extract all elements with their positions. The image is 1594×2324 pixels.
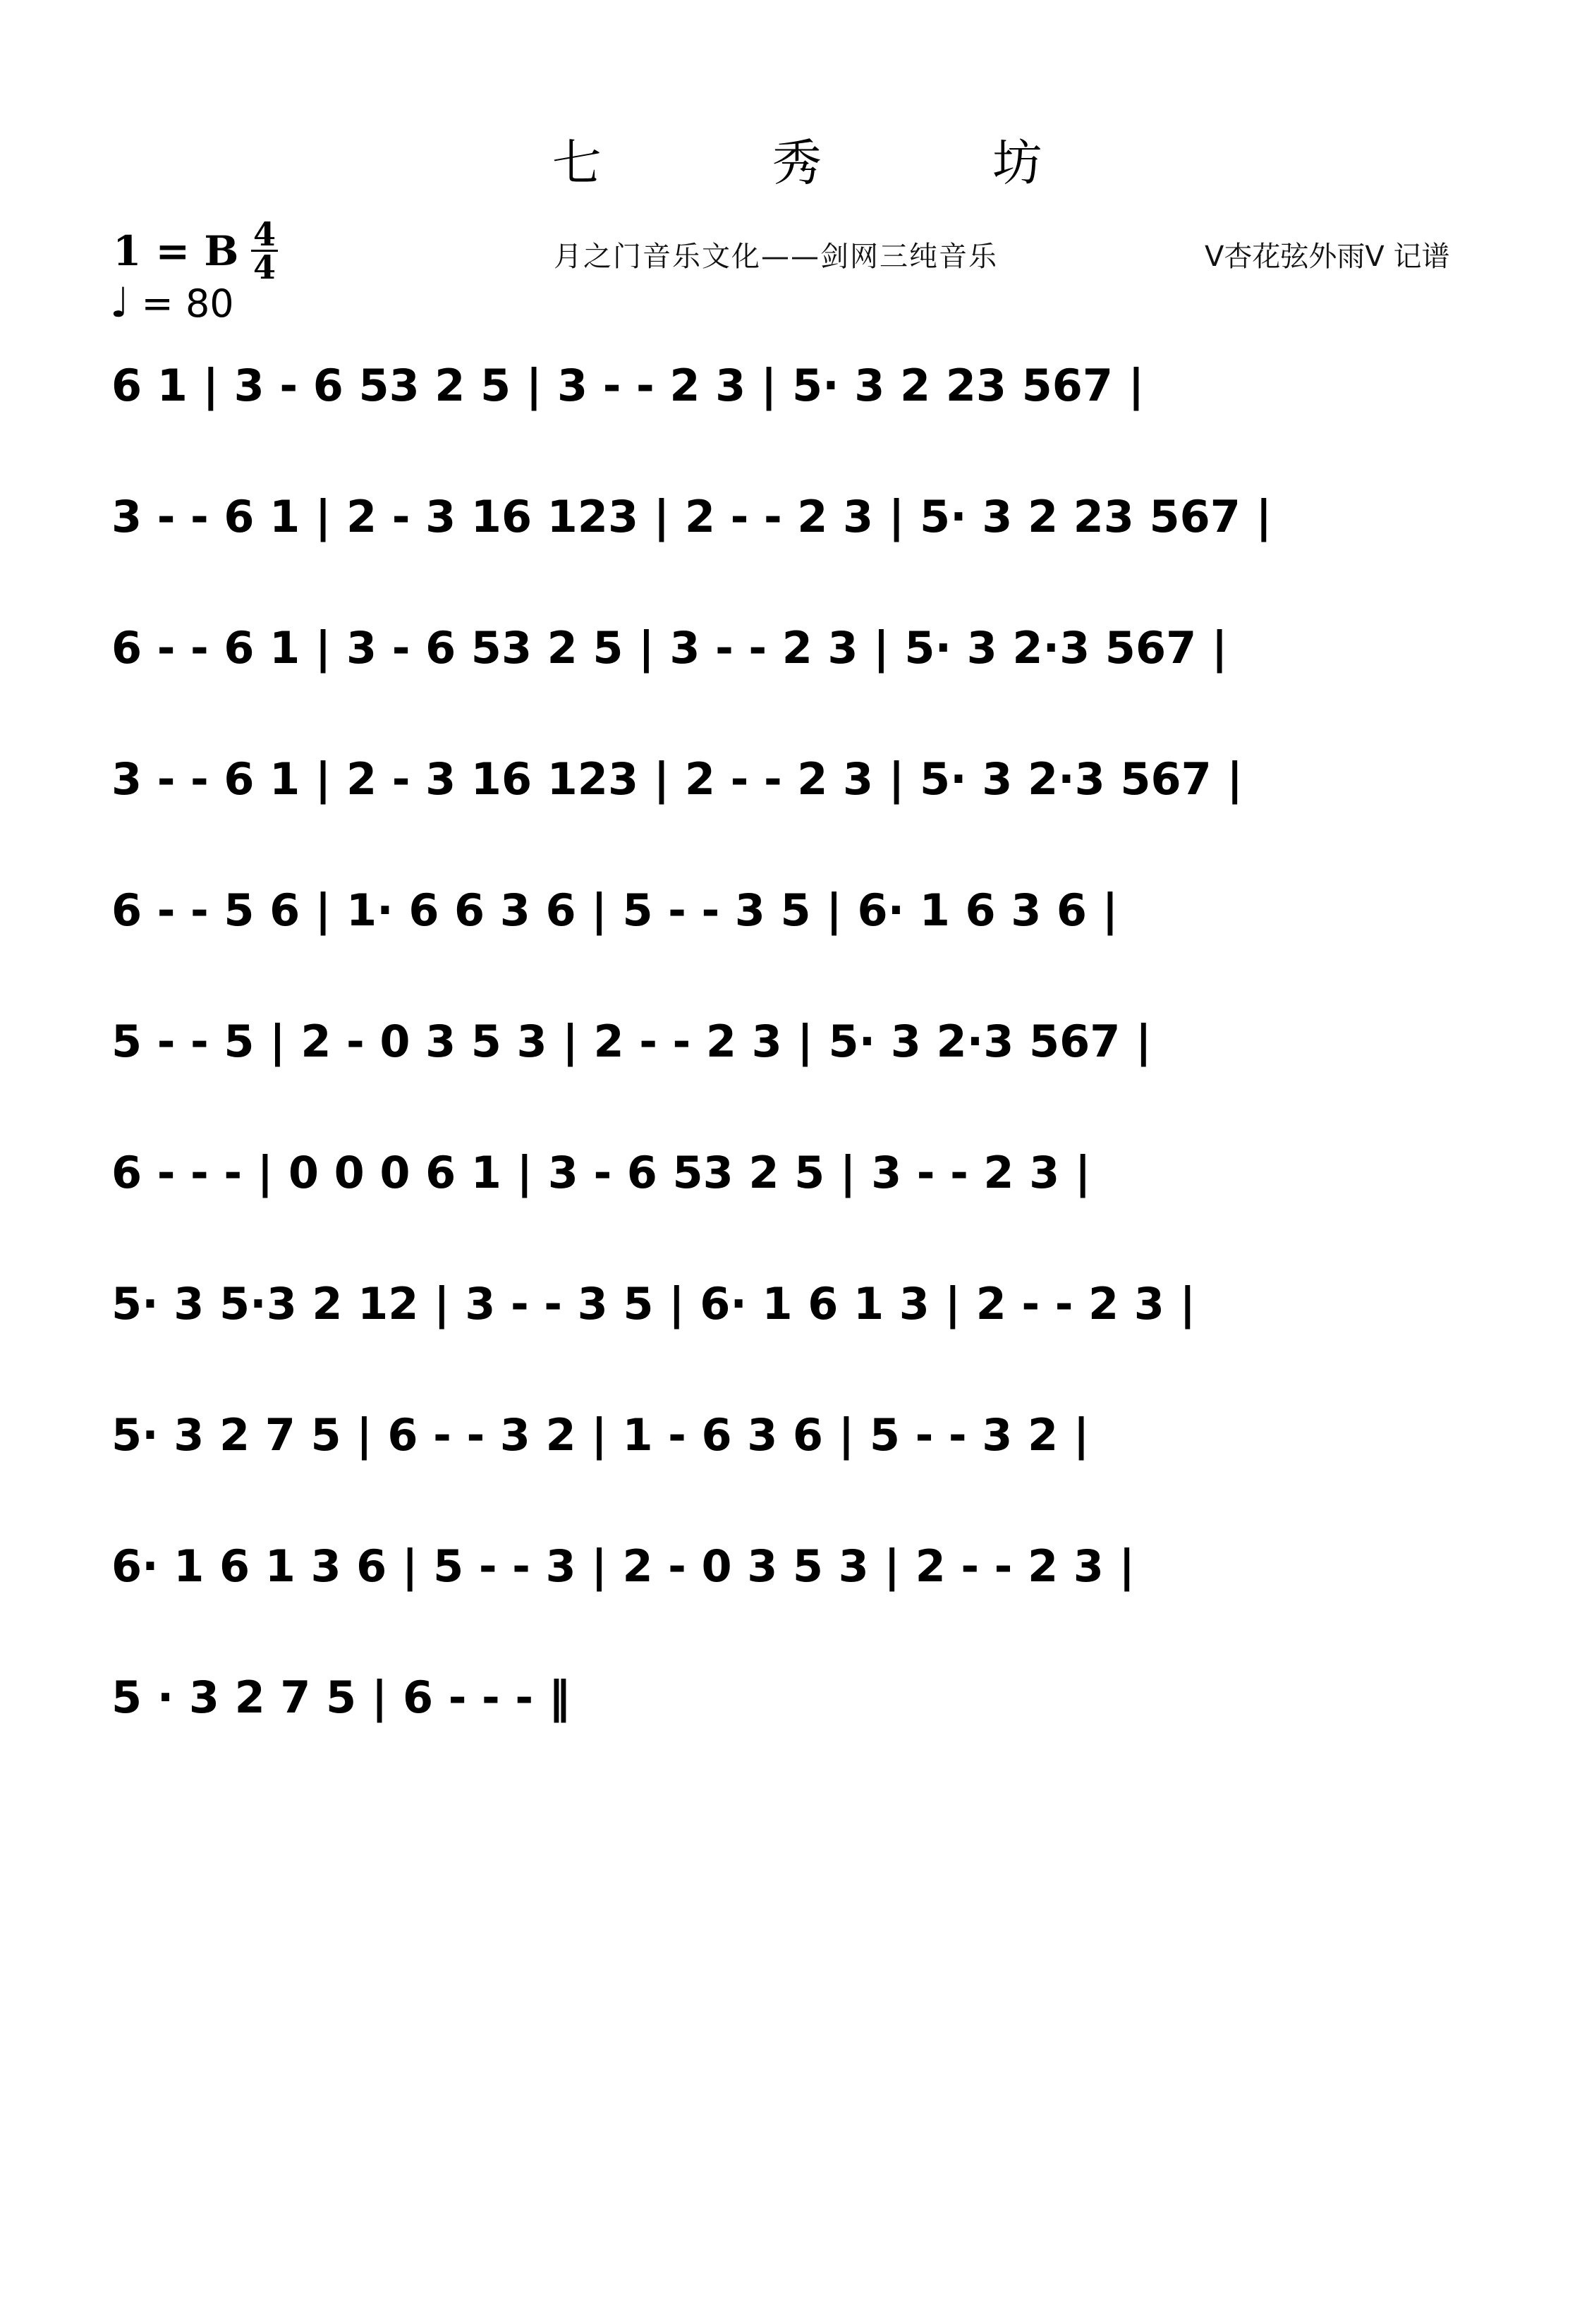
tempo-marking	[110, 279, 234, 327]
score-row-4: 3 - - 6 1 | 2 - 3 16 123 | 2 - - 2 3 | 5· 3 2·3 567 |	[111, 753, 1243, 805]
score-row-8: 5· 3 5·3 2 12 | 3 - - 3 5 | 6· 1 6 1 3 | 2 - - 2 3 |	[111, 1278, 1196, 1330]
score-row-1: 6 1 | 3 - 6 53 2 5 | 3 - - 2 3 | 5· 3 2 23 567 |	[111, 360, 1145, 411]
transcriber-credit: V杏花弦外雨V 记谱	[1205, 241, 1450, 273]
source-credit: 月之门音乐文化——剑网三纯音乐	[554, 241, 998, 273]
score-row-7: 6 - - - | 0 0 0 6 1 | 3 - 6 53 2 5 | 3 - - 2 3 |	[111, 1147, 1091, 1198]
score-row-5: 6 - - 5 6 | 1· 6 6 3 6 | 5 - - 3 5 | 6· 1 6 3 6 |	[111, 884, 1119, 936]
time-signature-top: 4	[253, 215, 276, 253]
time-signature	[248, 215, 281, 286]
score-row-2: 3 - - 6 1 | 2 - 3 16 123 | 2 - - 2 3 | 5· 3 2 23 567 |	[111, 491, 1272, 542]
score-row-11: 5 · 3 2 7 5 | 6 - - - ‖	[111, 1672, 571, 1723]
key-signature: 1 = B	[113, 227, 239, 275]
score-row-6: 5 - - 5 | 2 - 0 3 5 3 | 2 - - 2 3 | 5· 3 2·3 567 |	[111, 1016, 1152, 1067]
time-signature-bottom: 4	[253, 248, 276, 286]
score-row-9: 5· 3 2 7 5 | 6 - - 3 2 | 1 - 6 3 6 | 5 - - 3 2 |	[111, 1409, 1090, 1461]
score-row-10: 6· 1 6 1 3 6 | 5 - - 3 | 2 - 0 3 5 3 | 2 - - 2 3 |	[111, 1540, 1136, 1592]
tempo-value: = 80	[141, 281, 234, 326]
quarter-note-icon: ♩	[110, 279, 130, 327]
score-row-3: 6 - - 6 1 | 3 - 6 53 2 5 | 3 - - 2 3 | 5· 3 2·3 567 |	[111, 622, 1228, 674]
score-title: 七 秀 坊	[552, 134, 1120, 192]
